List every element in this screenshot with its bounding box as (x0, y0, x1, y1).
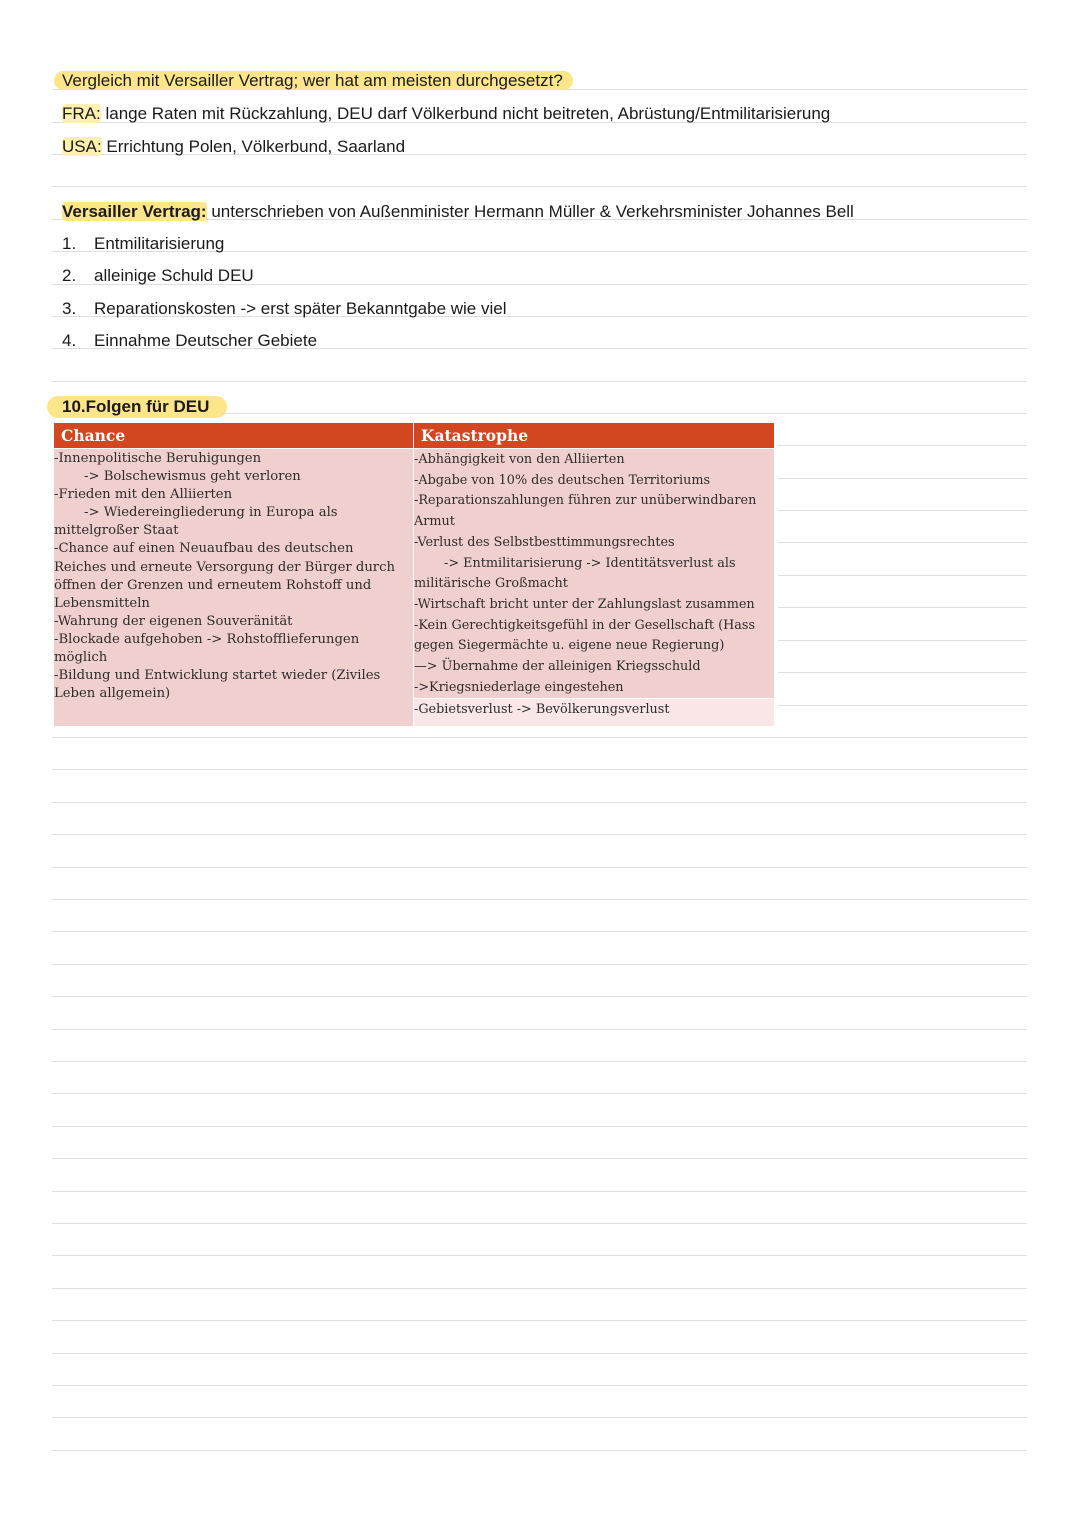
ruled-line (52, 381, 1027, 382)
ruled-line (778, 640, 1027, 641)
column-header-katastrophe: Katastrophe (414, 423, 775, 449)
ruled-line (52, 1126, 1027, 1127)
list-text: Einnahme Deutscher Gebiete (94, 331, 318, 350)
chance-line: möglich (54, 650, 108, 666)
fra-line (62, 103, 830, 125)
column-header-chance: Chance (54, 423, 414, 449)
katastrophe-line: -> Entmilitarisierung -> Identitätsverlust als (444, 555, 736, 571)
consequences-table (53, 422, 775, 727)
ruled-line (778, 510, 1027, 511)
katastrophe-line: ->Kriegsniederlage eingestehen (414, 679, 624, 695)
list-number: 4. (62, 331, 77, 350)
ruled-line (52, 769, 1027, 770)
ruled-line (52, 1158, 1027, 1159)
ruled-line (52, 1255, 1027, 1256)
list-item (62, 330, 317, 352)
ruled-line (778, 478, 1027, 479)
ruled-line (52, 931, 1027, 932)
chance-cell (54, 449, 414, 727)
chance-line: mittelgroßer Staat (54, 523, 179, 539)
ruled-line (52, 1029, 1027, 1030)
ruled-line (52, 1450, 1027, 1451)
chance-line: -Wahrung der eigenen Souveränität (54, 613, 293, 629)
ruled-line (52, 1417, 1027, 1418)
katastrophe-line: -Gebietsverlust -> Bevölkerungsverlust (414, 702, 670, 718)
fra-label: FRA: (62, 104, 101, 123)
ruled-line (778, 607, 1027, 608)
ruled-line (52, 802, 1027, 803)
ruled-line (52, 996, 1027, 997)
list-number: 3. (62, 299, 77, 318)
list-text: Reparationskosten -> erst später Bekanntgabe wie viel (94, 299, 507, 318)
chance-line: Leben allgemein) (54, 686, 171, 702)
chance-line: -> Wiedereingliederung in Europa als (84, 505, 338, 521)
list-number: 2. (62, 266, 77, 285)
fra-text: lange Raten mit Rückzahlung, DEU darf Völkerbund nicht beitreten, Abrüstung/Entmilitarisierung (100, 104, 831, 123)
list-number: 1. (62, 234, 77, 253)
katastrophe-cell (414, 449, 775, 699)
ruled-line (52, 1353, 1027, 1354)
katastrophe-line: -Abgabe von 10% des deutschen Territoriums (414, 472, 711, 488)
ruled-line (52, 1288, 1027, 1289)
ruled-line (52, 737, 1027, 738)
list-item (62, 233, 224, 255)
chance-line: -> Bolschewismus geht verloren (84, 469, 301, 485)
question-text: Vergleich mit Versailler Vertrag; wer hat am meisten durchgesetzt? (54, 71, 573, 90)
list-text: alleinige Schuld DEU (94, 266, 254, 285)
katastrophe-line: —> Übernahme der alleinigen Kriegsschuld (414, 659, 701, 675)
katastrophe-line: -Verlust des Selbstbesttimmungsrechtes (414, 534, 675, 550)
ruled-line (52, 867, 1027, 868)
chance-line: -Bildung und Entwicklung startet wieder (Ziviles (54, 668, 381, 684)
ruled-line (52, 1061, 1027, 1062)
katastrophe-line: -Wirtschaft bricht unter der Zahlungslast zusammen (414, 596, 755, 612)
chance-line: -Innenpolitische Beruhigungen (54, 451, 262, 466)
ruled-line (52, 834, 1027, 835)
list-item (62, 298, 506, 320)
ruled-line (52, 186, 1027, 187)
versailles-line (62, 201, 854, 223)
ruled-line (778, 575, 1027, 576)
question-line (62, 70, 573, 92)
ruled-line (778, 705, 1027, 706)
chance-line: öffnen der Grenzen und erneutem Rohstoff und (54, 577, 372, 593)
section-heading: 10.Folgen für DEU (47, 396, 227, 418)
list-text: Entmilitarisierung (94, 234, 225, 253)
katastrophe-line: -Abhängigkeit von den Alliierten (414, 452, 625, 467)
ruled-line (52, 964, 1027, 965)
chance-line: -Blockade aufgehoben -> Rohstofflieferungen (54, 631, 360, 647)
chance-line: Reiches und erneute Versorgung der Bürger durch (54, 559, 395, 575)
chance-line: -Chance auf einen Neuaufbau des deutschen (54, 541, 354, 557)
usa-line (62, 136, 405, 158)
katastrophe-line: Armut (414, 514, 455, 530)
versailles-label: Versailler Vertrag: (62, 202, 207, 221)
ruled-line (52, 1385, 1027, 1386)
ruled-line (52, 1093, 1027, 1094)
ruled-line (52, 1191, 1027, 1192)
katastrophe-line: gegen Siegermächte u. eigene neue Regierung) (414, 638, 725, 654)
katastrophe-last-cell (414, 699, 775, 727)
ruled-line (52, 1320, 1027, 1321)
katastrophe-line: -Kein Gerechtigkeitsgefühl in der Gesellschaft (Hass (414, 617, 756, 633)
ruled-line (778, 542, 1027, 543)
ruled-line (52, 899, 1027, 900)
ruled-line (52, 1223, 1027, 1224)
versailles-text: unterschrieben von Außenminister Hermann Müller & Verkehrsminister Johannes Bell (206, 202, 854, 221)
katastrophe-line: militärische Großmacht (414, 576, 568, 592)
ruled-line (778, 445, 1027, 446)
usa-text: Errichtung Polen, Völkerbund, Saarland (101, 137, 406, 156)
chance-line: -Frieden mit den Alliierten (54, 487, 233, 503)
usa-label: USA: (62, 137, 102, 156)
list-item (62, 265, 254, 287)
ruled-line (778, 672, 1027, 673)
katastrophe-line: -Reparationszahlungen führen zur unüberwindbaren (414, 493, 757, 509)
chance-line: Lebensmitteln (54, 595, 150, 611)
